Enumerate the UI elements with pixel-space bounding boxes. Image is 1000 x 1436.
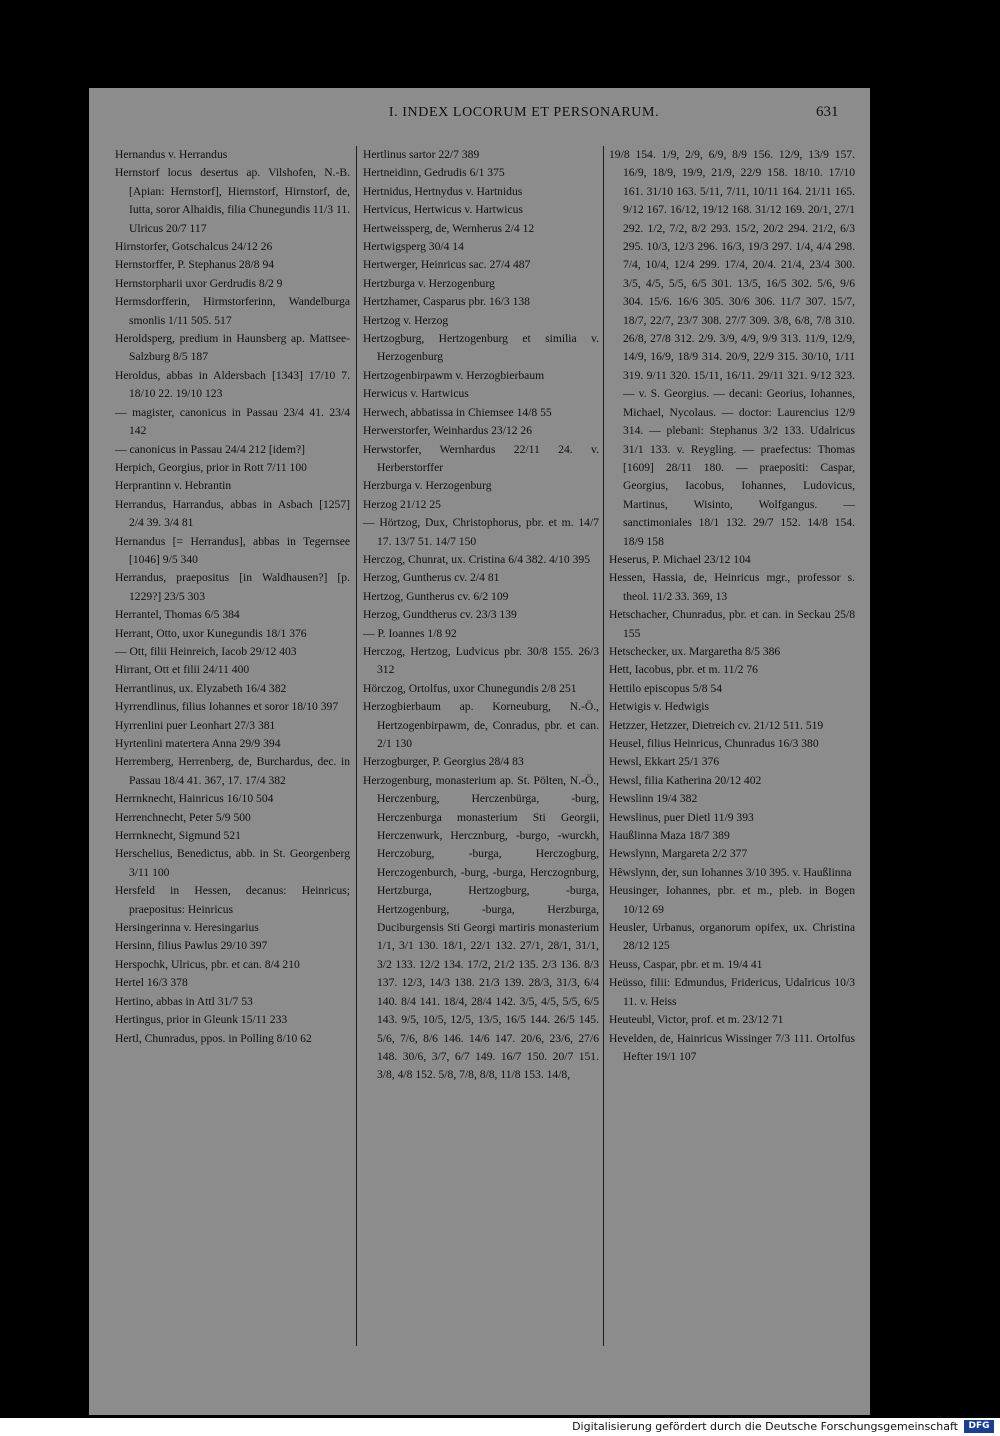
index-entry: — P. Ioannes 1/8 92 xyxy=(363,626,457,640)
index-entry: Hyrrenlini puer Leonhart 27/3 381 xyxy=(115,718,276,732)
index-entry: Hertnidus, Hertnydus v. Hartnidus xyxy=(363,184,523,198)
index-entry: Herczog, Hertzog, Ludvicus pbr. 30/8 155. 26/3 312 xyxy=(363,644,599,677)
index-entry: Hertwigsperg 30/4 14 xyxy=(363,240,464,254)
index-entry: Herschelius, Benedictus, abb. in St. Georgenberg 3/11 100 xyxy=(115,847,350,879)
scanned-page xyxy=(89,88,870,1415)
index-entry: Heroldus, abbas in Aldersbach [1343] 17/10 7. 18/10 22. 19/10 123 xyxy=(115,368,350,401)
index-entry: Herrandus, praepositus [in Waldhausen?] [p. 1229?] 23/5 303 xyxy=(115,571,350,603)
index-entry: Heusel, filius Heinricus, Chunradus 16/3 380 xyxy=(609,737,819,750)
index-entry: Hernandus [= Herrandus], abbas in Tegernsee [1046] 9/5 340 xyxy=(115,534,350,566)
index-entry: Heuteubl, Victor, prof. et m. 23/12 71 xyxy=(609,1013,784,1027)
index-entry: Herzogburger, P. Georgius 28/4 83 xyxy=(363,755,524,769)
index-entry: Hertel 16/3 378 xyxy=(115,976,188,990)
index-entry: Herzogenburg, monasterium ap. St. Pölten, N.-Ö., Herczenburg, Herczenbürga, -burg, Herczenburga monasterium Sti Georgii, Herczenwurk, Hercznburg, -burgo, -wurckh, Herczoburg, -burga, Herczogburg, Herczogenburch, -burg, -burga, Herczognburg, Hertzburga, Hertzogburg, -burga, Hertzogenburg, -burga, Herzburga, Duciburgensis Sti Georgi martiris monasterium 1/1, 3/1 130. 18/1, 22/1 132. 27/1, 28/1, 31/1, 3/2 133. 12/2 134. 17/2, 21/2 135. 2/3 136. 8/3 137. 12/3, 14/3 138. 21/3 139. 28/3, 31/3, 6/4 140. 8/4 141. 18/4, 28/4 142. 3/5, 4/5, 5/5, 6/5 143. 9/5, 10/5, 12/5, 13/5, 16/5 144. 26/5 145. 5/6, 7/6, 8/6 146. 14/6 147. 20/6, 23/6, 27/6 148. 30/6, 3/7, 6/7 149. 16/7 150. 20/7 151. 3/8, 4/8 152. 5/8, 7/8, 8/8, 11/8 153. 14/8, xyxy=(363,773,599,1082)
index-entry: Hertlinus sartor 22/7 389 xyxy=(363,148,480,161)
index-entry: Heuss, Caspar, pbr. et m. 19/4 41 xyxy=(609,957,763,971)
index-entry: Heroldsperg, predium in Haunsberg ap. Mattsee-Salzburg 8/5 187 xyxy=(115,332,350,364)
index-entry: Hevelden, de, Hainricus Wissinger 7/3 111. Ortolfus Hefter 19/1 107 xyxy=(609,1031,855,1063)
index-entry: Hett, Iacobus, pbr. et m. 11/2 76 xyxy=(609,663,758,677)
index-entry: Hertvicus, Hertwicus v. Hartwicus xyxy=(363,203,523,217)
index-entry: Hetschecker, ux. Margaretha 8/5 386 xyxy=(609,644,781,658)
index-entry: Hertweissperg, de, Wernherus 2/4 12 xyxy=(363,221,535,235)
running-title: I. INDEX LOCORUM ET PERSONARUM. xyxy=(388,105,660,120)
index-entry: Hertzburga v. Herzogenburg xyxy=(363,276,495,290)
index-entry: Herprantinn v. Hebrantin xyxy=(115,479,232,493)
index-entry: Herpich, Georgius, prior in Rott 7/11 100 xyxy=(115,460,307,474)
index-entry: Hertl, Chunradus, ppos. in Polling 8/10 62 xyxy=(115,1031,312,1045)
index-entry: Herrantel, Thomas 6/5 384 xyxy=(115,608,240,622)
index-column-left xyxy=(115,146,350,1048)
index-entry: Hersinn, filius Pawlus 29/10 397 xyxy=(115,939,268,953)
index-entry: Hessen, Hassia, de, Heinricus mgr., professor s. theol. 11/2 33. 369, 13 xyxy=(609,571,855,603)
index-entry: Hewslinn 19/4 382 xyxy=(609,792,698,806)
funding-credit: Digitalisierung gefördert durch die Deutsche Forschungsgemeinschaft xyxy=(572,1420,958,1433)
index-entry: Herwerstorfer, Weinhardus 23/12 26 xyxy=(363,424,533,438)
index-entry: Herzog 21/12 25 xyxy=(363,497,441,511)
index-entry: Hernandus v. Herrandus xyxy=(115,148,228,161)
index-entry: Hertino, abbas in Attl 31/7 53 xyxy=(115,994,253,1008)
index-entry: Herrnknecht, Sigmund 521 xyxy=(115,829,241,843)
index-entry: Herczog, Chunrat, ux. Cristina 6/4 382. 4/10 395 xyxy=(363,552,591,566)
index-entry: Herwicus v. Hartwicus xyxy=(363,387,469,401)
index-entry: Herzog, Gundtherus cv. 23/3 139 xyxy=(363,608,517,622)
column-divider xyxy=(603,146,604,1346)
index-entry: Herrandus, Harrandus, abbas in Asbach [1257] 2/4 39. 3/4 81 xyxy=(115,497,350,530)
index-entry: Hirnstorfer, Gotschalcus 24/12 26 xyxy=(115,240,273,254)
index-entry: Herrant, Otto, uxor Kunegundis 18/1 376 xyxy=(115,626,307,640)
index-entry: Hettilo episcopus 5/8 54 xyxy=(609,681,723,695)
index-entry: Hermsdorfferin, Hirmstorferinn, Wandelburga smonlis 1/11 505. 517 xyxy=(115,295,350,327)
column-divider xyxy=(356,146,357,1346)
index-entry: Herzogbierbaum ap. Korneuburg, N.-Ö., Hertzogenbirpawm, de, Conradus, pbr. et can. 2/1 130 xyxy=(363,700,599,750)
index-entry: Heusler, Urbanus, organorum opifex, ux. Christina 28/12 125 xyxy=(609,921,855,953)
index-entry: Hewsl, filia Katherina 20/12 402 xyxy=(609,773,762,787)
index-entry: Hernstorpharii uxor Gerdrudis 8/2 9 xyxy=(115,276,283,290)
index-entry: Hewslinus, puer Dietl 11/9 393 xyxy=(609,810,754,824)
index-entry: Hyrtenlini matertera Anna 29/9 394 xyxy=(115,737,281,750)
footer-bar xyxy=(0,1418,1000,1436)
index-entry: Herremberg, Herrenberg, de, Burchardus, dec. in Passau 18/4 41. 367, 17. 17/4 382 xyxy=(115,755,350,787)
index-entry: Hertwerger, Heinricus sac. 27/4 487 xyxy=(363,258,531,272)
dfg-logo: DFG xyxy=(964,1420,994,1433)
index-entry: — Hörtzog, Dux, Christophorus, pbr. et m. 14/7 17. 13/7 51. 14/7 150 xyxy=(363,516,599,548)
index-column-right xyxy=(609,146,855,1066)
index-entry: Heserus, P. Michael 23/12 104 xyxy=(609,552,751,566)
index-entry: Herzburga v. Herzogenburg xyxy=(363,479,492,493)
index-entry: — magister, canonicus in Passau 23/4 41. 23/4 142 xyxy=(115,405,350,438)
index-entry: Hertzhamer, Casparus pbr. 16/3 138 xyxy=(363,295,530,309)
index-entry: Herzog, Guntherus cv. 2/4 81 xyxy=(363,571,500,585)
index-entry: Hetschacher, Chunradus, pbr. et can. in Seckau 25/8 155 xyxy=(609,608,855,640)
index-entry: Hetzzer, Hetzzer, Dietreich cv. 21/12 511. 519 xyxy=(609,718,824,732)
index-entry: Hertingus, prior in Gleunk 15/11 233 xyxy=(115,1013,288,1027)
index-entry: Hertzog v. Herzog xyxy=(363,313,449,327)
index-entry: Hêwslynn, der, sun Iohannes 3/10 395. v. Haußlinna xyxy=(609,865,852,879)
index-entry: — canonicus in Passau 24/4 212 [idem?] xyxy=(115,442,305,456)
index-entry: Hetwigis v. Hedwigis xyxy=(609,700,710,714)
index-entry: 19/8 154. 1/9, 2/9, 6/9, 8/9 156. 12/9, 13/9 157. 16/9, 18/9, 19/9, 21/9, 22/9 158. 18/10. 17/10 161. 31/10 163. 5/11, 7/11, 10/11 164. 21/11 165. 9/12 167. 16/12, 19/12 168. 31/12 169. 20/1, 27/1 292. 1/2, 7/2, 8/2 293. 15/2, 20/2 294. 21/2, 6/3 295. 10/3, 12/3 296. 16/3, 19/3 297. 1/4, 4/4 298. 7/4, 10/4, 12/4 299. 17/4, 20/4. 21/4, 23/4 300. 3/5, 4/5, 5/5, 6/5 301. 13/5, 16/5 302. 5/6, 9/6 304. 15/6. 16/6 305. 30/6 306. 11/7 307. 15/7, 18/7, 22/7, 23/7 308. 27/7 309. 3/8, 6/8, 7/8 310. 26/8, 27/8 312. 2/9. 3/9, 4/9, 9/9 313. 11/9, 12/9, 14/9, 16/9, 18/9 314. 20/9, 22/9 315. 30/10, 1/11 319. 9/11 320. 15/11, 16/11. 29/11 321. 9/12 323. — v. S. Georgius. — decani: Georius, Iohannes, Michael, Nycolaus. — doctor: Laurencius 12/9 314. — plebani: Stephanus 3/2 133. Udalricus 31/1 133. v. Reygling. — praefectus: Thomas [1609] 28/11 180. — praepositi: Caspar, Georgius, Iacobus, Iohannes, Ludovicus, Martinus, Wisinto, Wolfgangus. — sanctimoniales 18/1 132. 29/7 152. 14/8 154. 18/9 158 xyxy=(609,148,855,548)
index-column-middle xyxy=(363,146,599,1085)
index-entry: Hersfeld in Hessen, decanus: Heinricus; praepositus: Heinricus xyxy=(115,884,350,916)
index-entry: Herwech, abbatissa in Chiemsee 14/8 55 xyxy=(363,405,552,419)
index-entry: Herrantlinus, ux. Elyzabeth 16/4 382 xyxy=(115,681,287,695)
index-entry: Hertzog, Guntherus cv. 6/2 109 xyxy=(363,589,509,603)
index-entry: Hörczog, Ortolfus, uxor Chunegundis 2/8 251 xyxy=(363,681,577,695)
index-entry: Herspochk, Ulricus, pbr. et can. 8/4 210 xyxy=(115,957,300,971)
index-entry: — Ott, filii Heinreich, Iacob 29/12 403 xyxy=(115,644,297,658)
index-entry: Haußlinna Maza 18/7 389 xyxy=(609,829,730,843)
index-entry: Herrnknecht, Hainricus 16/10 504 xyxy=(115,792,274,806)
index-entry: Hertzogburg, Hertzogenburg et similia v. Herzogenburg xyxy=(363,332,599,364)
index-entry: Hernstorffer, P. Stephanus 28/8 94 xyxy=(115,258,275,272)
index-entry: Hersingerinna v. Heresingarius xyxy=(115,921,259,935)
index-entry: Hertzogenbirpawm v. Herzogbierbaum xyxy=(363,368,545,382)
index-entry: Hewslynn, Margareta 2/2 377 xyxy=(609,847,748,861)
index-entry: Hernstorf locus desertus ap. Vilshofen, N.-B. [Apian: Hernstorf], Hiernstorf, Hirnstorf, de, Iutta, soror Alhaidis, filia Chunegundis 11/3 11. Ulricus 20/7 117 xyxy=(115,166,351,235)
page-number: 631 xyxy=(816,104,839,120)
index-entry: Hewsl, Ekkart 25/1 376 xyxy=(609,755,720,769)
index-entry: Herrenchnecht, Peter 5/9 500 xyxy=(115,810,251,824)
index-entry: Hertneidinn, Gedrudis 6/1 375 xyxy=(363,166,505,180)
index-entry: Herwstorfer, Wernhardus 22/11 24. v. Herberstorffer xyxy=(363,442,599,474)
index-entry: Hyrrendlinus, filius Iohannes et soror 18/10 397 xyxy=(115,700,339,714)
index-entry: Heüsso, filii: Edmundus, Fridericus, Udalricus 10/3 11. v. Heiss xyxy=(609,976,855,1008)
index-entry: Heusinger, Iohannes, pbr. et m., pleb. in Bogen 10/12 69 xyxy=(609,884,855,916)
index-entry: Hirrant, Ott et filii 24/11 400 xyxy=(115,663,250,677)
